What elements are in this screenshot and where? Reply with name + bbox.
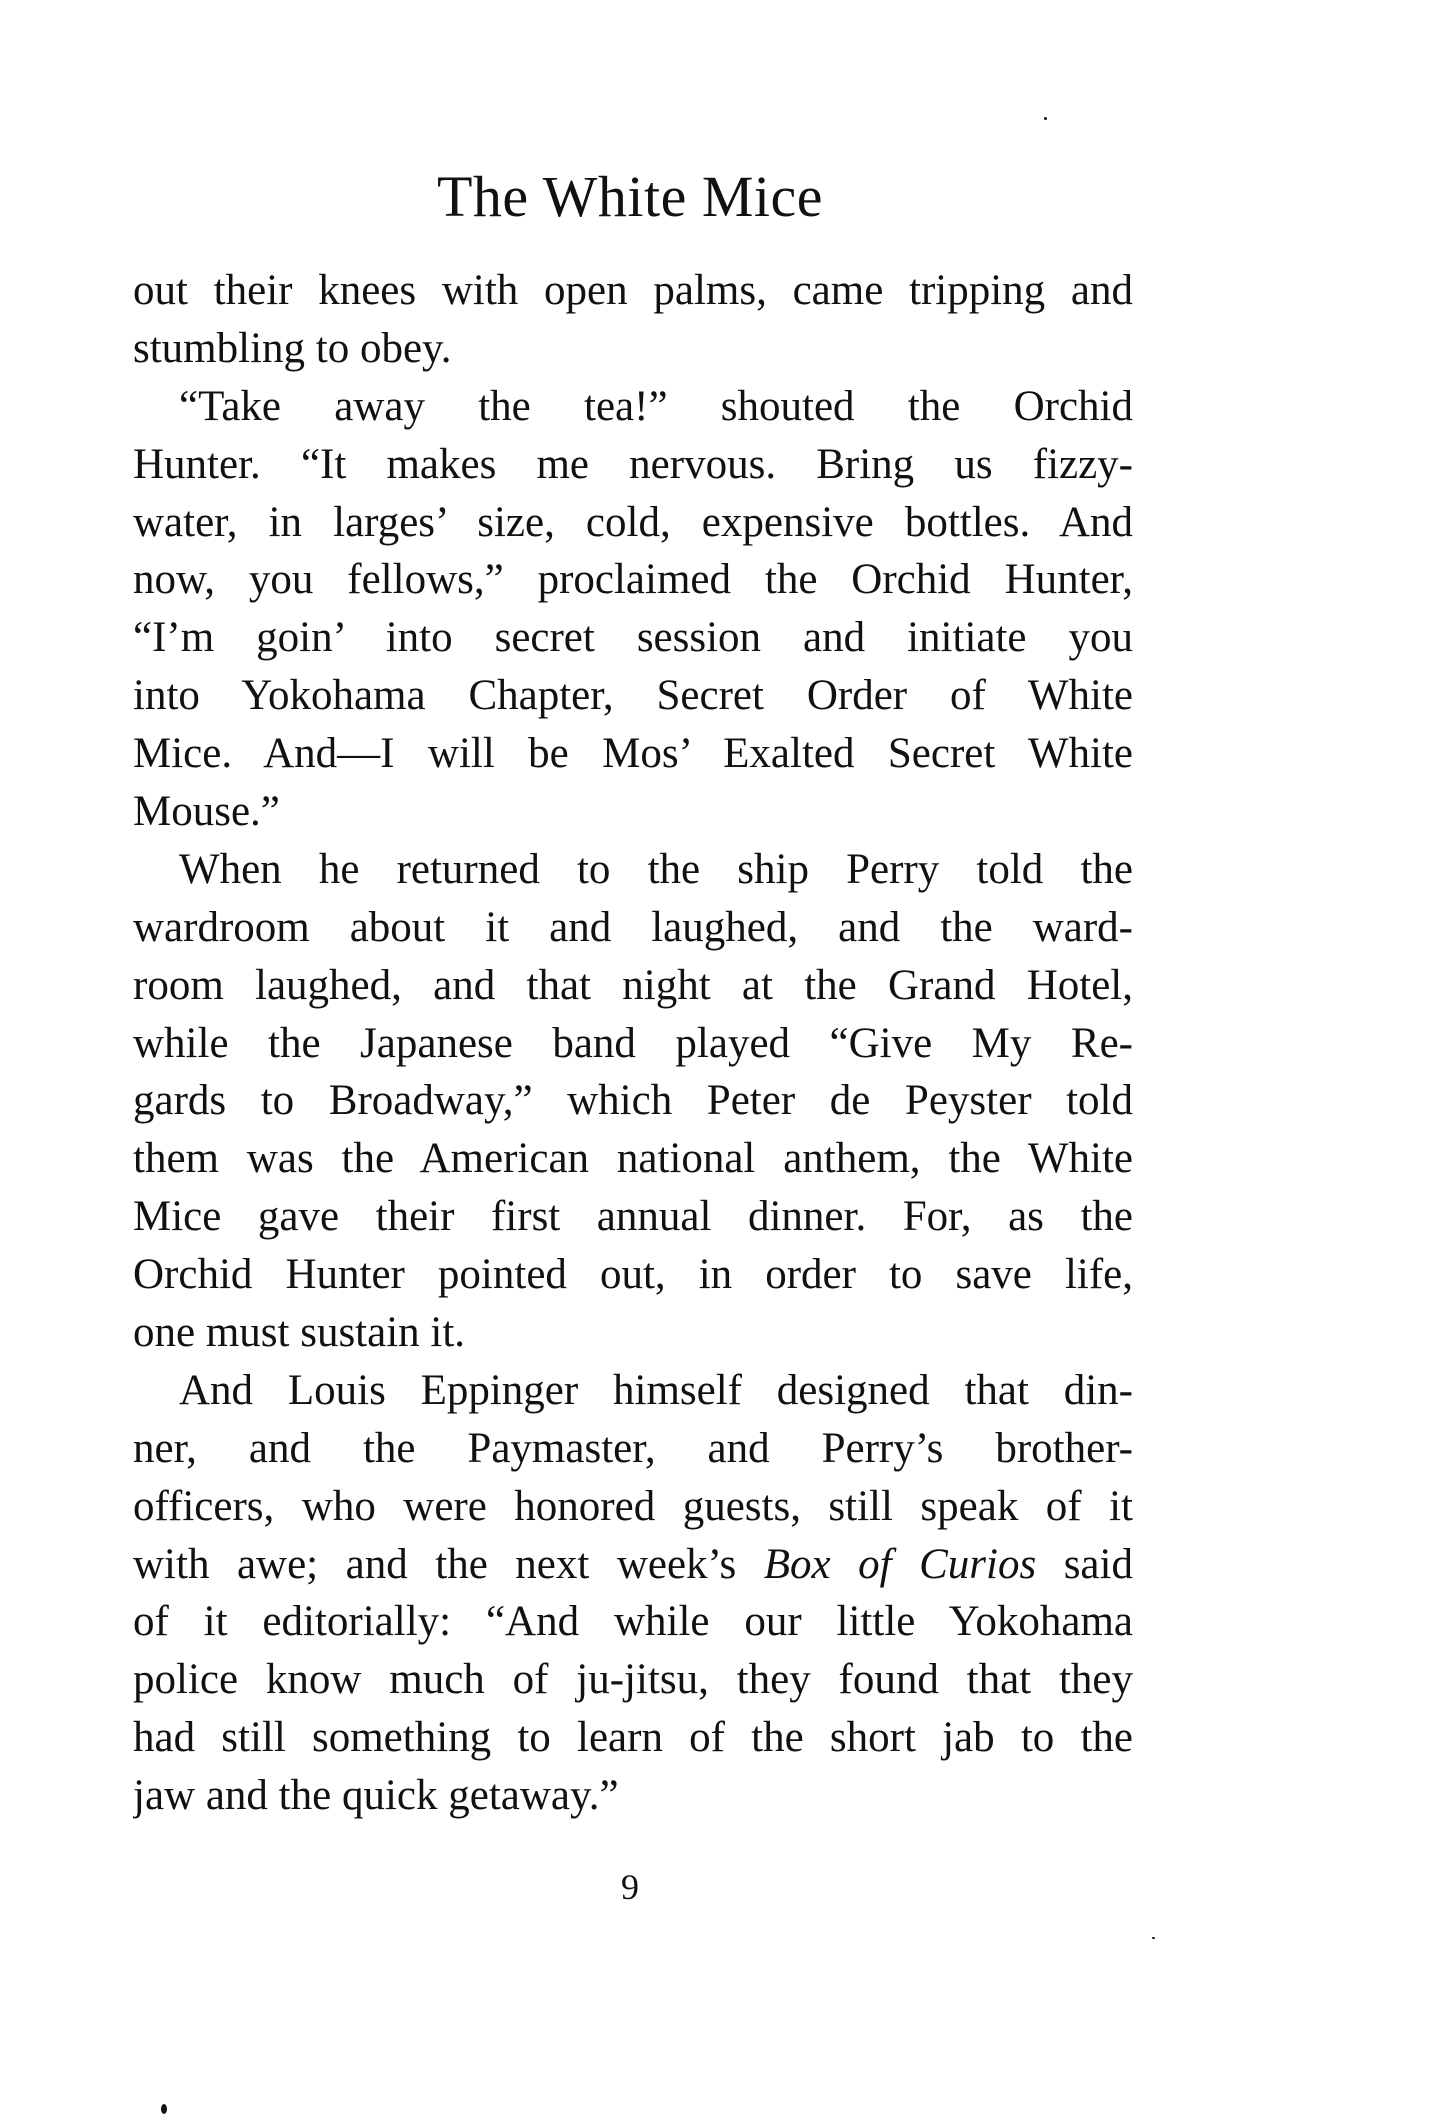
text-line: police know much of ju-jitsu, they found that they	[133, 1656, 1133, 1704]
running-head: The White Mice	[436, 164, 823, 229]
print-speck	[1152, 1937, 1155, 1939]
text-line: Mouse.”	[133, 788, 280, 836]
text-line: while the Japanese band played “Give My Re-	[133, 1019, 1133, 1067]
text-line: now, you fellows,” proclaimed the Orchid Hunter,	[133, 556, 1133, 604]
page-number: 9	[621, 1867, 639, 1907]
text-line: jaw and the quick getaway.”	[133, 1772, 619, 1820]
text-line: “Take away the tea!” shouted the Orchid	[179, 382, 1133, 430]
text-line: officers, who were honored guests, still speak of it	[133, 1482, 1133, 1530]
text-line: ner, and the Paymaster, and Perry’s brother-	[133, 1424, 1133, 1472]
text-line: And Louis Eppinger himself designed that din-	[179, 1366, 1133, 1414]
text-line: of it editorially: “And while our little Yokohama	[133, 1598, 1133, 1646]
text-line: “I’m goin’ into secret session and initiate you	[133, 614, 1133, 662]
text-line: out their knees with open palms, came tripping and	[133, 267, 1133, 314]
text-line: Hunter. “It makes me nervous. Bring us fizzy-	[133, 440, 1133, 488]
text-line: Mice gave their first annual dinner. For, as the	[133, 1193, 1133, 1241]
text-segment: with awe; and the next week’s	[133, 1540, 737, 1588]
text-line	[133, 1536, 1133, 1594]
text-line: one must sustain it.	[133, 1309, 466, 1357]
text-line: them was the American national anthem, the White	[133, 1135, 1133, 1183]
print-speck	[1044, 117, 1047, 120]
text-line: Mice. And—I will be Mos’ Exalted Secret White	[133, 730, 1133, 778]
book-title: Box of Curios	[763, 1540, 1037, 1588]
text-line: stumbling to obey.	[133, 324, 452, 372]
text-line: Orchid Hunter pointed out, in order to save life,	[133, 1251, 1133, 1299]
text-line: room laughed, and that night at the Grand Hotel,	[133, 961, 1133, 1009]
text-line: had still something to learn of the short jab to the	[133, 1714, 1133, 1762]
text-line: wardroom about it and laughed, and the ward-	[133, 903, 1133, 951]
text-segment: said	[1063, 1540, 1133, 1588]
body-text	[133, 262, 1133, 1825]
text-line: When he returned to the ship Perry told the	[179, 845, 1133, 893]
text-line: water, in larges’ size, cold, expensive bottles. And	[133, 498, 1133, 546]
text-line: into Yokohama Chapter, Secret Order of White	[133, 672, 1133, 720]
text-line: gards to Broadway,” which Peter de Peyster told	[133, 1077, 1133, 1125]
print-speck	[161, 2104, 167, 2114]
